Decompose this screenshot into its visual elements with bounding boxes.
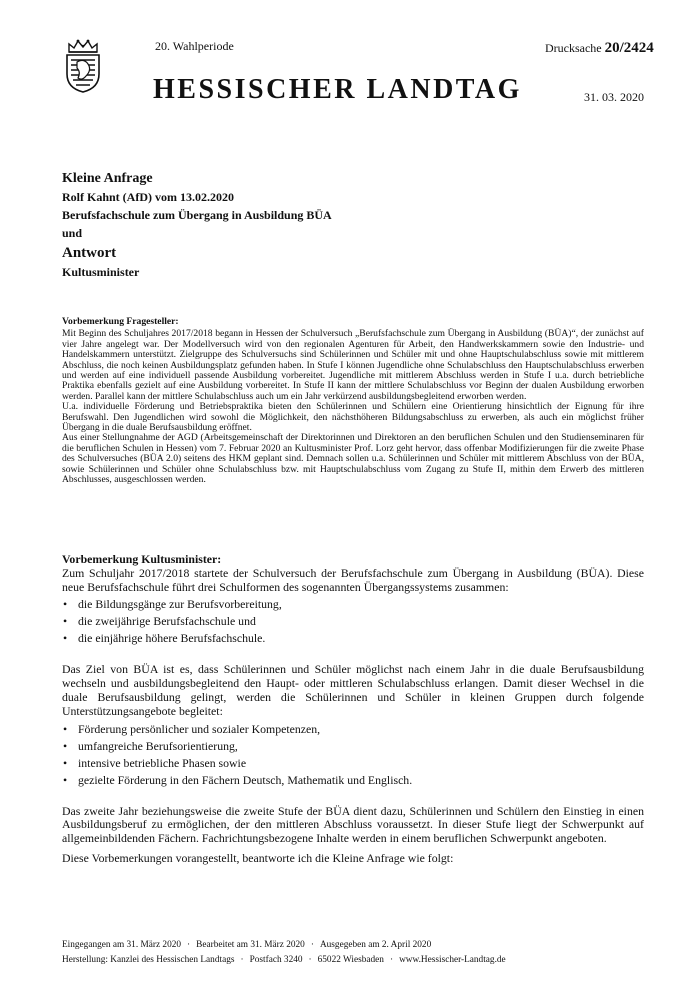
separator-dot: · <box>310 940 314 950</box>
legislative-period: 20. Wahlperiode <box>155 39 234 53</box>
city: 65022 Wiesbaden <box>317 955 384 965</box>
producer: Herstellung: Kanzlei des Hessischen Landtags <box>62 955 235 965</box>
website-link[interactable]: www.Hessischer-Landtag.de <box>399 955 506 965</box>
separator-dot: · <box>187 940 191 950</box>
preface-minister <box>62 553 644 866</box>
print-number: 20/2424 <box>604 40 654 56</box>
footer <box>62 938 622 968</box>
preface-minister-paragraph-2: Das Ziel von BÜA ist es, dass Schülerinnen und Schüler möglichst nach einem Jahr in die duale Berufsausbildung wechseln und ausbildungsbegleitend den Haupt- oder mittleren Schulabschluss erlangen. Damit dieser Wechsel in die duale Berufsausbildung gelingt, werden die Schülerinnen und Schüler in kleinen Gruppen durch folgende Unterstützungsangebote begleitet: <box>62 662 644 718</box>
preface-questioner-paragraph-1: Mit Beginn des Schuljahres 2017/2018 begann in Hessen der Schulversuch „Berufsfachschule zum Übergang in Ausbildung (BÜA)“, der zunächst auf vier Jahre angelegt war. Der Modellversuch wird von den regionalen Agenturen für Arbeit, den Handwerkskammern sowie den Industrie- und Handelskammern unterstützt. Zielgruppe des Schulversuchs sind Schülerinnen und Schüler mit und ohne Hauptschulabschluss sowie mit mittlerem Abschluss, die noch keinen Ausbildungsplatz gefunden haben. In Stufe I können Jugendliche ohne Schulabschluss den Hauptschulabschluss erwerben und werden auf eine individuell passende Ausbildung vorbereitet. Jugendliche mit mittlerem Abschluss werden in Stufe I u.a. durch betriebliche Praktika ebenfalls gezielt auf eine Ausbildung vorbereitet. In Stufe II kann der mittlere Schulabschluss vor Beginn der dualen Ausbildung erworben werden. Parallel kann der mittlere Schulabschluss auch um ein Jahr verkürzend ausbildungsbegleitend erworben werden. <box>62 328 644 402</box>
list-item: • die Bildungsgänge zur Berufsvorbereitung, <box>62 596 644 613</box>
title-block <box>62 170 642 281</box>
support-offers-list <box>62 721 644 789</box>
preface-questioner-heading: Vorbemerkung Fragesteller: <box>62 316 179 327</box>
school-forms-list <box>62 596 644 647</box>
preface-minister-paragraph-3: Das zweite Jahr beziehungsweise die zweite Stufe der BÜA dient dazu, Schülerinnen und Schülern den Einstieg in einen Ausbildungsberuf zu ermöglichen, der den mittleren Abschluss voraussetzt. In dieser Stufe liegt der Schwerpunkt auf allgemeinbildenden Fächern. Fachrichtungsbezogene Inhalte werden in einem beruflichen Schwerpunkt angeboten. <box>62 803 644 846</box>
po-box: Postfach 3240 <box>249 955 303 965</box>
preface-minister-heading: Vorbemerkung Kultusminister: <box>62 552 222 566</box>
parliament-title: HESSISCHER LANDTAG <box>153 74 522 105</box>
issued-date: Ausgegeben am 2. April 2020 <box>319 940 432 950</box>
preface-questioner <box>62 317 644 486</box>
received-date: Eingegangen am 31. März 2020 <box>62 940 182 950</box>
and-line: und <box>62 226 83 240</box>
separator-dot: · <box>389 955 394 965</box>
list-item: • intensive betriebliche Phasen sowie <box>62 755 644 772</box>
subject-line: Berufsfachschule zum Übergang in Ausbildung BÜA <box>62 208 332 222</box>
separator-dot: · <box>240 955 244 965</box>
preface-questioner-paragraph-3: Aus einer Stellungnahme der AGD (Arbeitsgemeinschaft der Direktorinnen und Direktoren an den beruflichen Schulen und den Studienseminaren für die beruflichen Schulen in Hessen) vom 7. Februar 2020 an Kultusminister Prof. Lorz geht hervor, dass offenbar Modifizierungen für die zweite Phase des Schulversuches (BÜA 2.0) seitens des HKM geplant sind. Demnach sollen u.a. Schülerinnen und Schüler mit mittlerem Abschluss von der BÜA, sowie Schülerinnen und Schüler ohne Schulabschluss bzw. mit Hauptschulabschluss vom Zugang zu Stufe II, mithin dem Erwerb des mittleren Abschlusses, ausgeschlossen werden. <box>62 432 644 486</box>
answer-heading: Antwort <box>62 245 117 261</box>
list-item: • umfangreiche Berufsorientierung, <box>62 738 644 755</box>
processed-date: Bearbeitet am 31. März 2020 <box>196 940 305 950</box>
footer-dates <box>62 938 622 953</box>
document-kind: Kleine Anfrage <box>62 171 153 186</box>
print-label-text: Drucksache <box>545 41 602 55</box>
minister-line: Kultusminister <box>62 265 140 279</box>
list-item: • die zweijährige Berufsfachschule und <box>62 613 644 630</box>
list-item: • Förderung persönlicher und sozialer Kompetenzen, <box>62 721 644 738</box>
separator-dot: · <box>308 955 312 965</box>
list-item: • gezielte Förderung in den Fächern Deutsch, Mathematik und Englisch. <box>62 772 644 789</box>
preface-minister-paragraph-4: Diese Vorbemerkungen vorangestellt, beantworte ich die Kleine Anfrage wie folgt: <box>62 850 454 865</box>
preface-minister-intro: Zum Schuljahr 2017/2018 startete der Schulversuch der Berufsfachschule zum Übergang in Ausbildung (BÜA). Diese neue Berufsfachschule führt drei Schulformen des sogenannten Übergangssystems zusammen: <box>62 565 644 594</box>
list-item: • die einjährige höhere Berufsfachschule. <box>62 630 644 647</box>
hesse-coat-of-arms-icon <box>64 38 102 94</box>
footer-publisher <box>62 953 622 968</box>
preface-questioner-paragraph-2: U.a. individuelle Förderung und Betriebspraktika bieten den Schülerinnen und Schülern eine Orientierung hinsichtlich der Eignung für ihre Berufswahl. Den Jugendlichen wird sowohl die Möglichkeit, den nächsthöheren Bildungsabschluss zu erwerben, als auch ein möglichst früher Übergang in die duale Berufsausbildung eröffnet. <box>62 401 644 434</box>
author-line: Rolf Kahnt (AfD) vom 13.02.2020 <box>62 190 234 204</box>
document-date: 31. 03. 2020 <box>584 90 644 104</box>
print-number-label <box>545 40 654 57</box>
